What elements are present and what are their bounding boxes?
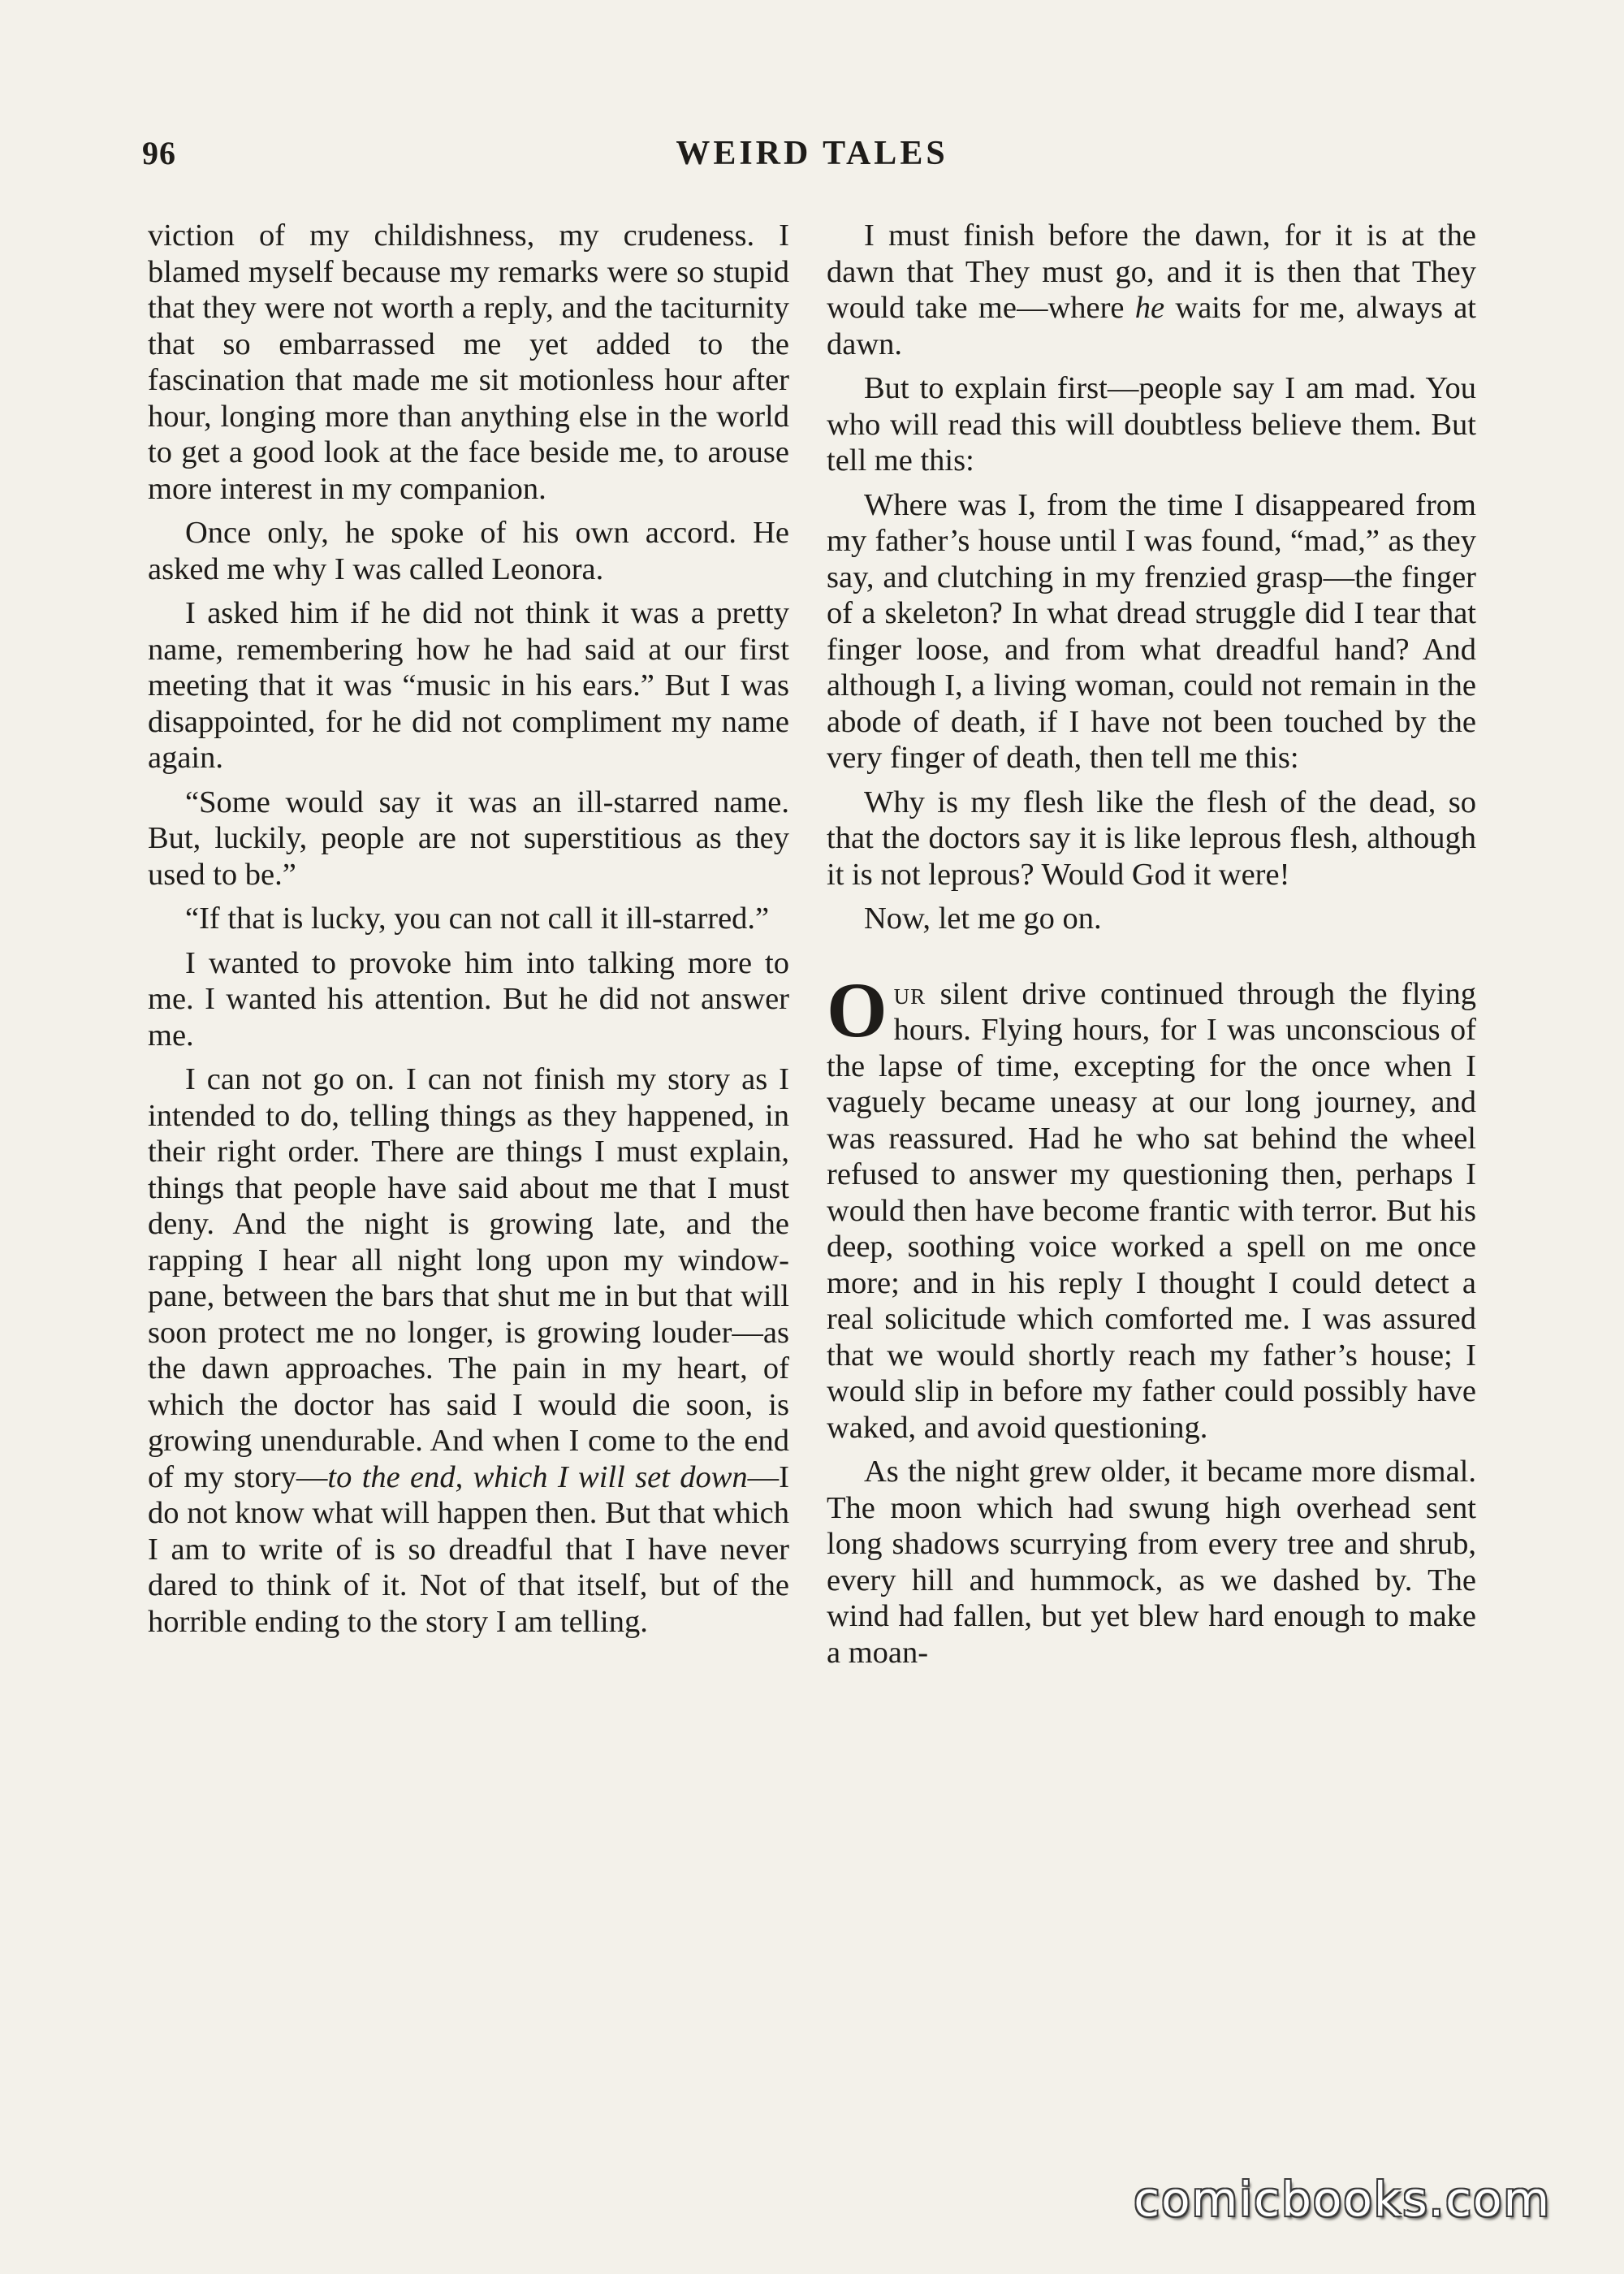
paragraph: Now, let me go on. bbox=[864, 901, 1102, 936]
paragraph: I asked him if he did not think it was a pretty name, remembering how he had said at our first meeting that it was “music in his ears.” But I was disappointed, for he did not compliment my name again. bbox=[148, 596, 789, 775]
small-caps-lead: ur bbox=[893, 976, 926, 1011]
left-column bbox=[148, 218, 789, 1648]
paragraph: Why is my flesh like the flesh of the dead, so that the doctors say it is like leprous flesh, although it is not leprous? Would God it were! bbox=[827, 785, 1476, 892]
paragraph bbox=[148, 1061, 789, 1640]
paragraph: As the night grew older, it became more dismal. The moon which had swung high overhead sent long shadows scurrying from every tree and shrub, every hill and hummock, as we dashed by. The wind had fallen, but yet blew hard enough to make a moan- bbox=[827, 1455, 1476, 1670]
paragraph: “Some would say it was an ill-starred name. But, luckily, people are not superstitious as they used to be.” bbox=[148, 785, 789, 892]
paragraph-text: waits for me, always at dawn. bbox=[827, 291, 1476, 361]
section-start-paragraph bbox=[827, 966, 1476, 1446]
drop-cap: O bbox=[827, 966, 888, 1053]
paragraph: “If that is lucky, you can not call it ill-starred.” bbox=[185, 901, 770, 936]
running-head: WEIRD TALES bbox=[676, 135, 948, 172]
paragraph-text: I must finish before the dawn, for it is at the dawn that They must go, and it is then that They would take me—where bbox=[827, 218, 1476, 325]
paragraph-text: —I do not know what will happen then. But that which I am to write of is so dreadful that I have never dared to think of it. Not of that itself, but of the horrible ending to the story I am telling. bbox=[148, 1459, 789, 1639]
paragraph: Where was I, from the time I disappeared from my father’s house until I was found, “mad,” as they say, and clutching in my frenzied grasp—the finger of a skeleton? In what dread struggle did I tear that finger loose, and from what dreadful hand? And although I, a living woman, could not remain in the abode of death, if I have not been touched by the very finger of death, then tell me this: bbox=[827, 487, 1476, 775]
watermark: comicbooks.com bbox=[1134, 2172, 1551, 2227]
italic-word: he bbox=[1134, 291, 1165, 325]
paragraph-text: silent drive continued through the flying hours. Flying hours, for I was unconscious of the lapse of time, excepting for the once when I vaguely became uneasy at our long journey, and was reassured. Had he who sat behind the wheel refused to answer my questioning then, perhaps I would then have become frantic with terror. But his deep, soothing voice worked a spell on me once more; and in his reply I thought I could detect a real solicitude which comforted me. I was assured that we would shortly reach my father’s house; I would slip in before my father could possibly have waked, and avoid questioning. bbox=[827, 976, 1476, 1445]
paragraph-text: I can not go on. I can not finish my story as I intended to do, telling things as they happened, in their right order. There are things I must explain, things that people have said about me that I must deny. And the night is growing late, and the rapping I hear all night long upon my window-pane, between the bars that shut me in but that will soon protect me no longer, is growing louder—as the dawn approaches. The pain in my heart, of which the doctor has said I would die soon, is growing unendurable. And when I come to the end of my story— bbox=[148, 1062, 789, 1494]
right-column bbox=[827, 218, 1476, 1679]
paragraph: viction of my childishness, my crudeness. I blamed myself because my remarks were so stupid that they were not worth a reply, and the taciturnity that so embarrassed me yet added to the fascination that made me sit motionless hour after hour, longing more than anything else in the world to get a good look at the face beside me, to arouse more interest in my companion. bbox=[148, 218, 789, 506]
paragraph bbox=[827, 218, 1476, 362]
paragraph: Once only, he spoke of his own accord. He asked me why I was called Leonora. bbox=[148, 516, 789, 586]
italic-phrase: to the end, which I will set down bbox=[327, 1459, 748, 1494]
paragraph: I wanted to provoke him into talking more to me. I wanted his attention. But he did not answer me. bbox=[148, 945, 789, 1053]
paragraph: But to explain first—people say I am mad. You who will read this will doubtless believe them. But tell me this: bbox=[827, 371, 1476, 478]
page-number: 96 bbox=[142, 135, 176, 171]
